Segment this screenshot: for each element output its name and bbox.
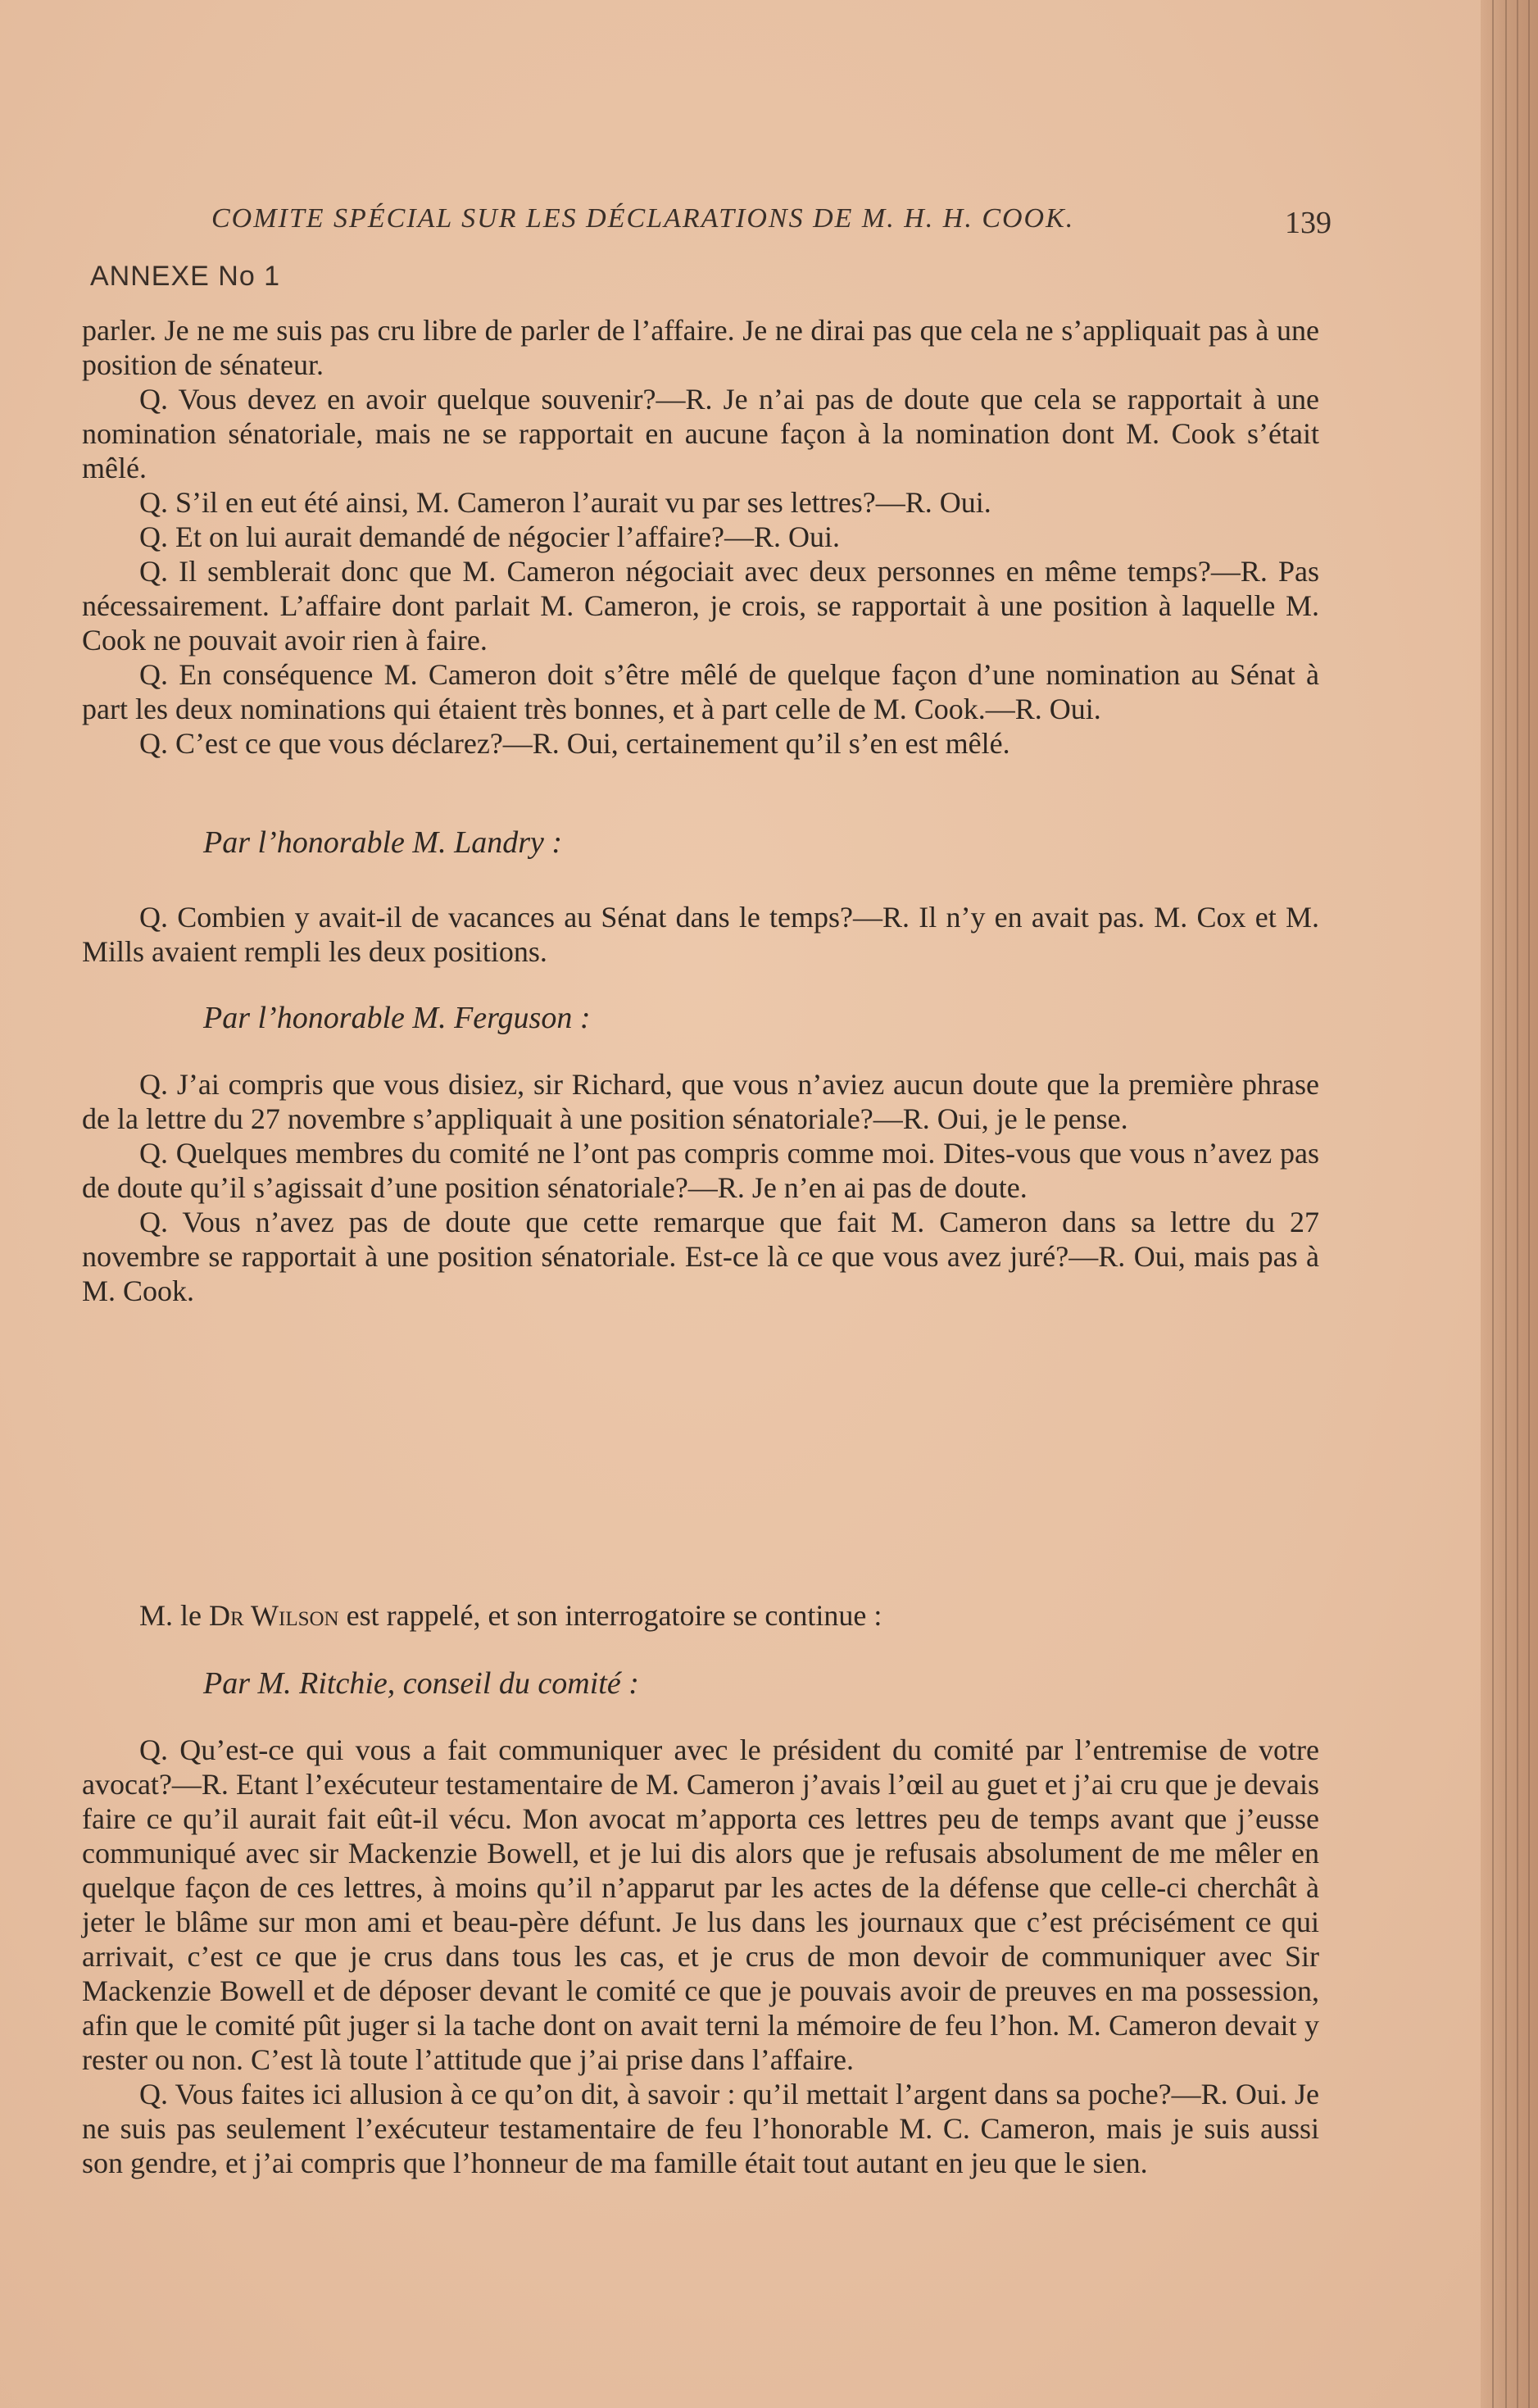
testimony-block-4 xyxy=(82,1733,1319,2180)
paragraph: Q. Qu’est-ce qui vous a fait communiquer avec le président du comité par l’entremise de votre avocat?—R. Etant l’exécuteur testamentaire de M. Cameron j’avais l’œil au guet et j’ai cru que je devais faire ce qu’il aurait fait eût-il vécu. Mon avocat m’apporta ces lettres peu de temps avant que j’eusse communiqué avec sir Mackenzie Bowell, et je lui dis alors que je refusais absolument de me mêler en quelque façon de ces lettres, à moins qu’il n’apparut par les actes de la défense que celle-ci cherchât à jeter le blâme sur mon ami et beau-père défunt. Je lus dans les journaux que c’est précisément ce qui arrivait, c’est ce que je crus dans tous les cas, et je crus de mon devoir de communiquer avec Sir Mackenzie Bowell et de déposer devant le comité ce que je pouvais avoir de preuves en ma possession, afin que le comité pût juger si la tache dont on avait terni la mémoire de feu l’hon. M. Cameron devait y rester ou non. C’est là toute l’attitude que j’ai prise dans l’affaire. xyxy=(82,1733,1319,2076)
paragraph: Q. Et on lui aurait demandé de négocier l’affaire?—R. Oui. xyxy=(139,520,841,553)
gutter-line xyxy=(1505,0,1507,2408)
book-gutter xyxy=(1481,0,1538,2408)
annexe-label: ANNEXE No 1 xyxy=(90,261,281,292)
gutter-line xyxy=(1492,0,1494,2408)
paragraph: Q. Vous faites ici allusion à ce qu’on dit, à savoir : qu’il mettait l’argent dans sa poche?—R. Oui. Je ne suis pas seulement l’exécuteur testamentaire de feu l’honorable M. C. Cameron, mais je suis aussi son gendre, et j’ai compris que l’honneur de ma famille était tout autant en jeu que le sien. xyxy=(82,2078,1319,2179)
gutter-line xyxy=(1517,0,1518,2408)
paragraph: Q. J’ai compris que vous disiez, sir Richard, que vous n’aviez aucun doute que la première phrase de la lettre du 27 novembre s’appliquait à une position sénatoriale?—R. Oui, je le pense. xyxy=(82,1068,1319,1135)
recall-suffix: est rappelé, et son interrogatoire se continue : xyxy=(338,1599,882,1632)
paragraph: parler. Je ne me suis pas cru libre de parler de l’affaire. Je ne dirai pas que cela ne s’appliquait pas à une position de sénateur. xyxy=(82,314,1319,381)
witness-recall-line xyxy=(139,1598,1319,1633)
running-title: COMITE SPÉCIAL SUR LES DÉCLARATIONS DE M. H. H. COOK. xyxy=(211,203,1075,234)
speaker-heading: Par l’honorable M. Ferguson : xyxy=(203,1001,591,1035)
paragraph: Q. Quelques membres du comité ne l’ont pas compris comme moi. Dites-vous que vous n’avez pas de doute qu’il s’agissait d’une position sénatoriale?—R. Je n’en ai pas de doute. xyxy=(82,1137,1319,1204)
recall-prefix: M. le xyxy=(139,1599,209,1632)
gutter-line xyxy=(1528,0,1530,2408)
paragraph: Q. Il semblerait donc que M. Cameron négociait avec deux personnes en même temps?—R. Pas nécessairement. L’affaire dont parlait M. Cameron, je crois, se rapportait à une position à laquelle M. Cook ne pouvait avoir rien à faire. xyxy=(82,555,1319,657)
speaker-heading: Par l’honorable M. Landry : xyxy=(203,825,563,860)
paragraph: Q. En conséquence M. Cameron doit s’être mêlé de quelque façon d’une nomination au Sénat à part les deux nominations qui étaient très bonnes, et à part celle de M. Cook.—R. Oui. xyxy=(82,658,1319,725)
paragraph: Q. S’il en eut été ainsi, M. Cameron l’aurait vu par ses lettres?—R. Oui. xyxy=(139,486,991,519)
testimony-block-1 xyxy=(82,313,1319,761)
paragraph: Q. Combien y avait-il de vacances au Sénat dans le temps?—R. Il n’y en avait pas. M. Cox et M. Mills avaient rempli les deux positions. xyxy=(82,901,1319,968)
paragraph: Q. C’est ce que vous déclarez?—R. Oui, certainement qu’il s’en est mêlé. xyxy=(139,727,1010,760)
speaker-heading: Par M. Ritchie, conseil du comité : xyxy=(203,1666,639,1701)
testimony-block-3 xyxy=(82,1067,1319,1308)
paragraph: Q. Vous devez en avoir quelque souvenir?—R. Je n’ai pas de doute que cela se rapportait à une nomination sénatoriale, mais ne se rapportait en aucune façon à la nomination dont M. Cook s’était mêlé. xyxy=(82,383,1319,484)
witness-name: Dr Wilson xyxy=(209,1599,339,1632)
testimony-block-2 xyxy=(82,900,1319,969)
paragraph: Q. Vous n’avez pas de doute que cette remarque que fait M. Cameron dans sa lettre du 27 novembre se rapportait à une position sénatoriale. Est-ce là ce que vous avez juré?—R. Oui, mais pas à M. Cook. xyxy=(82,1206,1319,1307)
page-number: 139 xyxy=(1285,206,1332,240)
